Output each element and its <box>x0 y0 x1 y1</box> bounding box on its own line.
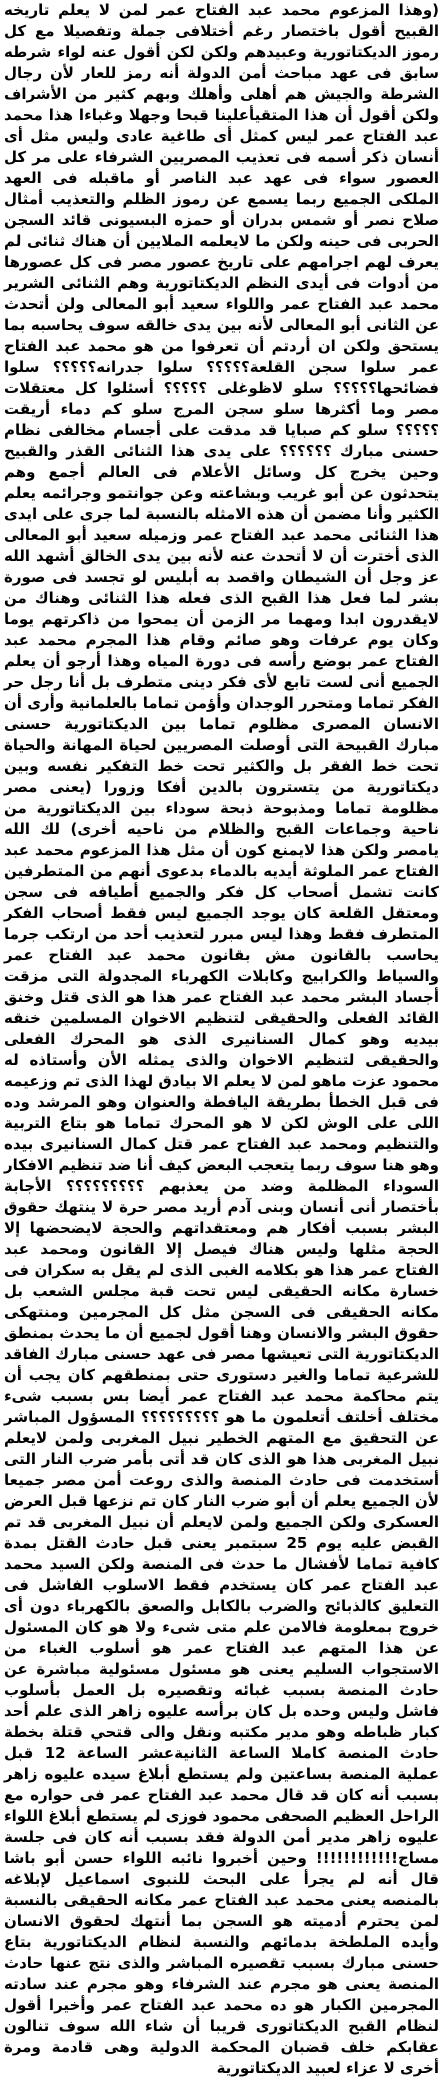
article-body <box>4 0 439 2079</box>
article-paragraph: (وهذا المزعوم محمد عبد الفتاح عمر لمن لا يعلم تاريخه القبيح أقول باختصار رغم أختلافى جملة وتفصيلا مع كل رموز الديكتاتورية وعبيدهم ولكن لكن أقول عنه لواء شرطه سابق فى عهد مباحث أمن الدولة أنه رمز للعار لأن رجال الشرطة والجيش هم أهلى وأهلك وبهم كثير من الأشراف ولكن أقول أن هذا المتقيأعلينا قبحا وجهلا وغباءا هذا محمد عبد الفتاح عمر ليس كمثل أى طاغية عادى وليس مثل أى أنسان ذكر أسمه فى تعذيب المصريين الشرفاء على مر كل العصور سواء فى عهد عبد الناصر أو ماقبله فى العهد الملكى الجميع ربما يسمع عن رموز الظلم والتعذيب أمثال صلاح نصر أو شمس بدران أو حمزه البسيونى قائد السجن الحربى فى حينه ولكن ما لايعلمه الملايين أن هناك ثنائى لم يعرف لهم اجرامهم على تاريخ عصور مصر فى كل عصورها من أدوات فى أيدى النظم الديكتاتورية وهم الثنائى الشرير محمد عبد الفتاح عمر واللواء سعيد أبو المعالى ولن أتحدث عن الثانى أبو المعالى لأنه بين يدى خالقه سوف يحاسبه بما يستحق ولكن ان أردتم أن تعرفوا من هو محمد عبد الفتاح عمر سلوا سجن القلعة؟؟؟؟؟ سلوا جدرانه؟؟؟؟؟ سلوا فضائحها؟؟؟؟؟ سلو لاظوغلى ؟؟؟؟؟ أسئلوا كل معتقلات مصر وما أكثرها سلو سجن المرج سلو كم دماء أريقت ؟؟؟؟؟ سلو كم صبايا قد مدقت على أجسام مخالفى نظام حسنى مبارك ؟؟؟؟؟؟ على يدى هذا الثنائى القذر والقبيح وحين يخرج كل وسائل الأعلام فى العالم أجمع وهم يتحدثون عن أبو غريب وبشاعته وعن جوانتمو وجرائمه يعلم الكثير وأنا مضمن أن هذه الامثله بالنسبة لما جرى على ايدى هذا الثنائى محمد عبد الفتاح عمر وزميله سعيد أبو المعالى الذى أخترت أن لا أتحدث عنه لأنه بين يدى الخالق أشهد الله عز وجل أن الشيطان واقصد به أبليس لو تجسد فى صورة بشر لما فعل هذا القبح الذى فعله هذا الثنائى وهناك من لايقدرون ابدا ومهما مر الزمن أن يمحوا من ذاكرتهم يوما وكان يوم عرفات وهو صائم وقام هذا المجرم محمد عبد الفتاح عمر بوضع رأسه فى دورة المياه وهذا أرجو أن يعلم الجميع أنى لست تابع لأى فكر دينى متطرف بل أنا رجل حر الفكر تماما ومتحرر الوجدان وأؤمن تماما بالعلمانية وأرى أن الانسان المصرى مظلوم تماما بين الديكتاتورية حسنى مبارك القبيحة التى أوصلت المصريين لحياة المهانة والحياة تحت خط الفقر بل والكثير تحت خط التفكير نفسه وبين ديكتاتورية من يتسترون بالدين أفكا وزورا (يعنى مصر مظلومة تماما ومذبوحة ذبحة سوداء بين الديكتاتورية من ناحية وجماعات القبح والظلام من ناحيه أخرى) لك الله يامصر ولكن هذا لايمنع كون أن مثل هذا المزعوم محمد عبد الفتاح عمر الملوثة أيديه بالدماء بدعوى أنهم من المتطرفين كانت تشمل أصحاب كل فكر والجميع أطيافه فى سجن ومعتقل القلعة كان يوجد الجميع ليس فقط أصحاب الفكر المتطرف فقط وهذا ليس مبرر لتعذيب أحد من ارتكب جرما يحاسب بالقانون مش بقانون محمد عبد الفتاح عمر والسياط والكرابيج وكابلات الكهرباء المجدولة التى مزقت أجساد البشر محمد عبد الفتاح عمر هذا هو الذى قتل وخنق القائد الفعلى والحقيقى لتنظيم الاخوان المسلمين خنقه بيديه وهو كمال السنانيرى الذى هو المحرك الفعلى والحقيقى لتنظيم الاخوان والذى يمثله الأن وأستاذه له محمود عزت ماهو لمن لا يعلم الا بيادق لهذا الذى تم وزعيمه فى قبل الخطأ بطريقة اليافطة والعنوان وهو المرشد وده اللى على الوش لكن لا هو المحرك تماما هو بتاع التربية والتنظيم ومحمد عبد الفتاح عمر قتل كمال السنانيرى بيده وهو هنا سوف ربما يتعجب البعض كيف أنا ضد تنظيم الافكار السوداء المظلمة وضد من يعذبهم ؟؟؟؟؟؟؟؟؟ الأجابة بأختصار أنى أنسان وبنى آدم أريد مصر حرة لا ينتهك حقوق البشر بسبب أفكار هم ومعتقداتهم والحجة لايضحضها إلا الحجة مثلها وليس هناك فيصل إلا القانون ومحمد عبد الفتاح عمر هذا هو بكلامه الغبى الذى لم يقل به سكران فى خسارة مكانه الحقيقى ليس تحت قبة مجلس الشعب بل مكانه الحقيقى فى السجن مثل كل المجرمين ومنتهكى حقوق البشر والانسان وهنا أقول لجميع أن ما يحدث بمنطق الديكتاتورية التى تعيشها مصر فى عهد حسنى مبارك الفاقد للشرعية تماما والغير دستورى حتى بمنطقهم كان يجب أن يتم محاكمة محمد عبد الفتاح عمر أيضا بس بسبب شىء مختلف أخلتف أتعلمون ما هو ؟؟؟؟؟؟؟؟؟ المسؤول المباشر عن التحقيق مع المتهم الخطير نبيل المغربى ولمن لايعلم نبيل المغربى هذا هو الذى كان قد أتى بأمر ضرب النار التى أستخدمت فى حادث المنصة والذى روعت أمن مصر جميعا لأن الجميع يعلم أن أبو ضرب النار كان تم نزعها قبل العرض العسكرى ولكن الجميع ولمن لايعلم أن نبيل المغربى قد تم القبض عليه يوم 25 سبتمبر يعنى قبل حادث القتل بمدة كافية تماما لأفشال ما حدث فى المنصة ولكن السيد محمد عبد الفتاح عمر كان يستخدم فقط الاسلوب الفاشل فى التعليق كالذبائح والضرب بالكابل والصعق بالكهرباء دون أى خروج بمعلومة فالامن علم متى شىء ولا هو كان المسئول عن هذا المتهم عبد الفتاح عمر هو أسلوب الغباء من الاستجواب السليم يعنى هو مسئول مسئولية مباشرة عن حادث المنصة بسبب غبائه وتقصيره بل العمل بأسلوب فاشل وليس وحده بل كان برأسه عليوه زاهر الذى علم أحد كبار ظباطه وهو مدير مكتبه ونقل والى قتحي قتلة بخطة حادث المنصة كاملا الساعة الثانيةعشر الساعة 12 قبل عملية المنصة بساعتين ولم يستطع أبلاغ سيده عليوه زاهر بسبب أنه كان قد قال محمد عبد الفتاح عمر فى حواره مع الراحل العظيم الصحفى محمود فوزى لم يستطع أبلاغ اللواء عليوه زاهر مدير أمن الدولة فقد بسبب أنه كان فى جلسة مساج!!!!!!!!!!!! وحين أخبروا نائبه اللواء حسن أبو باشا قال أنه لم يجرأ على البحث للنبوى اسماعيل لإبلاغه بالمنصه يعنى محمد عبد الفتاح عمر مكانه الحقيقى بالنسبة لمن يحترم أدميته هو السجن بما أنتهك لحقوق الانسان وأيده الملطخة بدمائهم والنسبة لنظام الديكتاتورية بتاع حسنى مبارك بسبب تقصيره المباشر والذى نتج عنها حادث المنصة يعنى هو مجرم عند الشرفاء وهو مجرم عند سادته المجرمين الكبار هو ده محمد عبد الفتاح عمر وأخيرا أقول لنظام القبح الديكتاتورى قريبا أن شاء الله سوف تنالون عقابكم خلف قضبان المحكمة الدولية وهى قادمة ومرة أخرى لا عزاء لعبيد الديكتاتورية <box>4 1 440 2077</box>
